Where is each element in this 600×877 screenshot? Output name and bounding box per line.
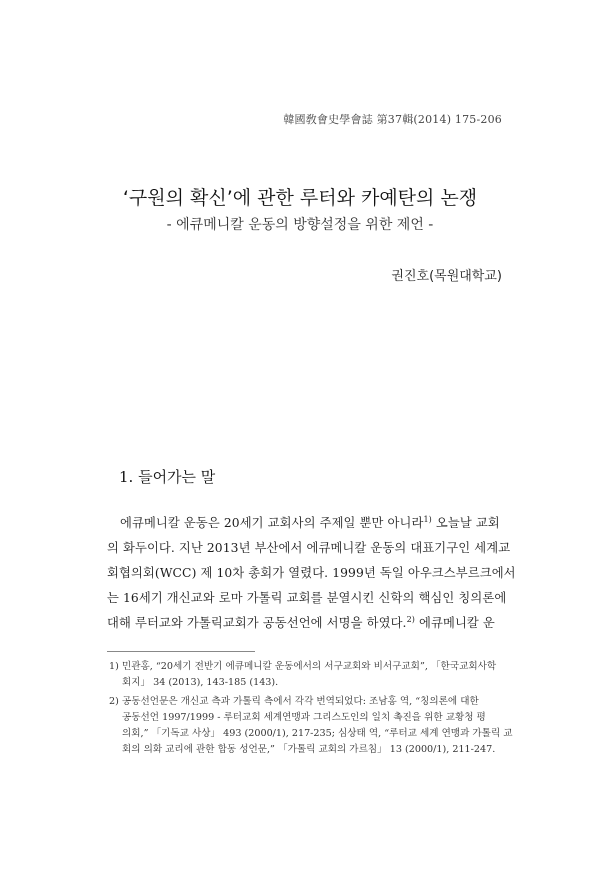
footnote-line: 회지」 34 (2013), 143-185 (143). <box>122 677 279 688</box>
footnote-line: 민관홍, “20세기 전반기 에큐메니칼 운동에서의 서구교회와 비서구교회”, 「한국교회사학 <box>122 661 497 672</box>
article-subtitle: - 에큐메니칼 운동의 방향설정을 위한 제언 - <box>166 217 434 233</box>
body-text: 에큐메니칼 운동은 20세기 교회사의 주제일 뿐만 아니라 <box>120 516 424 530</box>
footnote-divider <box>107 651 255 652</box>
footnote-line: 공동선언문은 개신교 측과 가톨릭 측에서 각각 번역되었다: 조남홍 역, “칭의론에 대한 <box>122 696 479 707</box>
footnote-number: 1) <box>109 661 119 672</box>
footnote-ref: 1) <box>423 515 432 524</box>
author-affiliation: 권진호(목원대학교) <box>391 269 502 284</box>
body-text: 대해 루터교와 가톨릭교회가 공동선언에 서명을 하였다. <box>107 616 407 630</box>
journal-header: 韓國敎會史學會誌 第37輯(2014) 175-206 <box>283 113 502 126</box>
footnote-line: 회의 의화 교리에 관한 합동 성언문,” 「가톨릭 교회의 가르침」 13 (2000/1), 211-247. <box>122 744 496 755</box>
body-line <box>107 516 503 530</box>
section-heading: 1. 들어가는 말 <box>119 468 216 486</box>
footnote-line: 공동선언 1997/1999 - 루터교회 세계연맹과 그리스도인의 일치 촉진을 위한 교황청 평 <box>122 712 486 723</box>
body-text: 오늘날 교회 <box>431 516 500 530</box>
body-line <box>107 616 503 630</box>
body-line: 는 16세기 개신교와 로마 가톨릭 교회를 분열시킨 신학의 핵심인 칭의론에 <box>107 591 507 605</box>
footnote-line: 의회,” 「기독교 사상」 493 (2000/1), 217-235; 심상태 역, “루터교 세계 연맹과 가톨릭 교 <box>122 728 513 739</box>
body-line: 의 화두이다. 지난 2013년 부산에서 에큐메니칼 운동의 대표기구인 세계교 <box>107 541 511 555</box>
footnote-ref: 2) <box>406 615 415 624</box>
footnote-number: 2) <box>109 696 119 707</box>
article-title: ‘구원의 확신’에 관한 루터와 카예탄의 논쟁 <box>122 187 478 209</box>
body-line: 회협의회(WCC) 제 10차 총회가 열렸다. 1999년 독일 아우크스부르크에서 <box>107 566 516 580</box>
body-text: 에큐메니칼 운 <box>415 616 495 630</box>
